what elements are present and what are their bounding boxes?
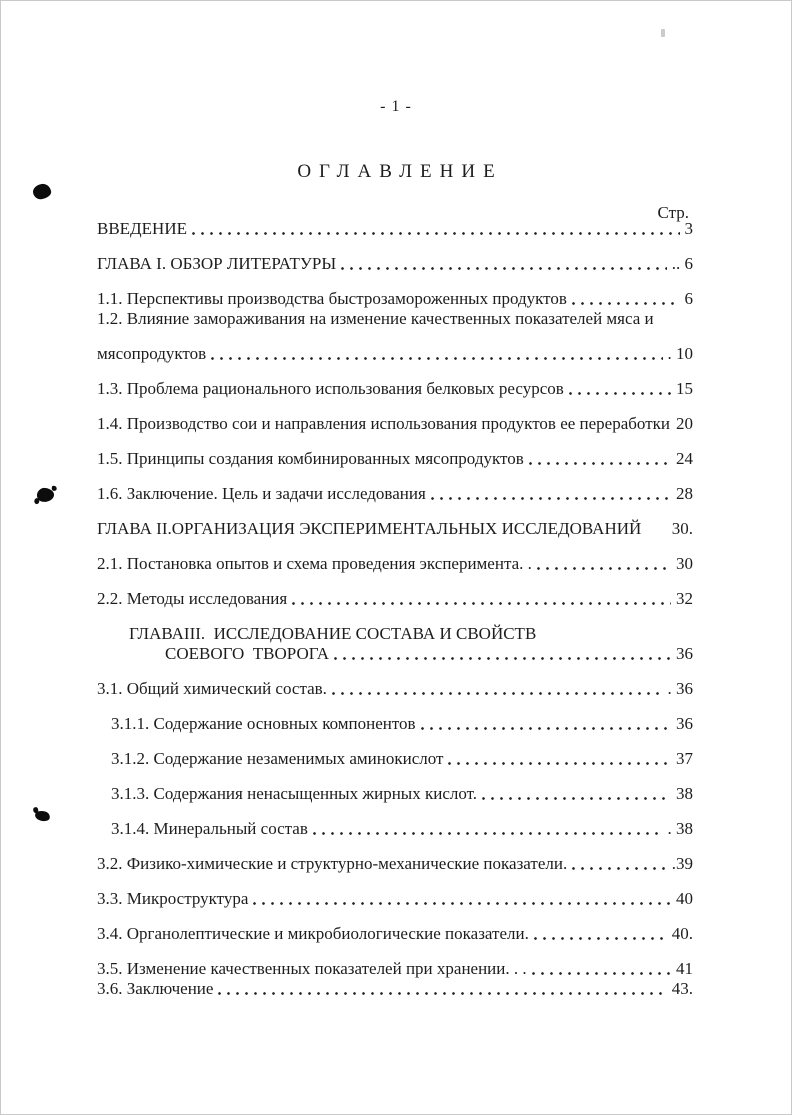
dot-leader — [532, 555, 676, 573]
ink-blot-artifact — [34, 809, 51, 822]
toc-entry-page: 36 — [676, 644, 693, 663]
toc-entry-page: 36 — [676, 714, 693, 733]
toc-entry-page: . 10 — [667, 344, 693, 363]
toc-entry-text: 3.2. Физико-химические и структурно-механические показатели. — [97, 854, 568, 873]
toc-entry-text: 3.3. Микроструктура — [97, 889, 249, 908]
toc-entry — [97, 555, 693, 573]
toc-entry-text: ГЛАВА II.ОРГАНИЗАЦИЯ ЭКСПЕРИМЕНТАЛЬНЫХ ИССЛЕДОВАНИЙ — [97, 519, 642, 538]
dot-leader — [529, 925, 672, 943]
dot-leader — [213, 980, 671, 998]
scan-speck-artifact — [661, 29, 665, 37]
toc-entry-page: 3 — [684, 219, 693, 238]
toc-entry — [97, 220, 693, 238]
toc-entry — [97, 625, 693, 643]
toc-entry-page: 38 — [676, 784, 693, 803]
toc-entry-page: 43. — [671, 979, 693, 998]
toc-entry-text: 3.1. Общий химический состав. — [97, 679, 327, 698]
toc-entry-text: 3.4. Органолептические и микробиологические показатели. — [97, 924, 529, 943]
toc-entry-text: ГЛАВА I. ОБЗОР ЛИТЕРАТУРЫ — [97, 254, 337, 273]
toc-entry-page: 40 — [676, 889, 693, 908]
toc-entry-text: ВВЕДЕНИЕ — [97, 219, 187, 238]
toc-entry-page: 28 — [676, 484, 693, 503]
toc-entry — [97, 645, 693, 663]
page-number: - 1 - — [380, 98, 412, 115]
page-title: ОГЛАВЛЕНИЕ — [297, 161, 503, 182]
toc-entry — [97, 680, 693, 698]
toc-entry-page: 41 — [676, 959, 693, 978]
ink-blot-artifact — [32, 183, 52, 201]
toc-entry-text: 3.5. Изменение качественных показателей при хранении. . . — [97, 959, 527, 978]
toc-entry-text: 1.1. Перспективы производства быстрозамороженных продуктов — [97, 289, 567, 308]
toc-entry-page: 24 — [676, 449, 693, 468]
toc-entry-text: СОЕВОГО ТВОРОГА — [165, 644, 329, 663]
toc-entry-text: 1.6. Заключение. Цель и задачи исследования — [97, 484, 426, 503]
toc-entry-text: мясопродуктов — [97, 344, 207, 363]
toc-entry-text: 3.1.3. Содержания ненасыщенных жирных кислот. — [111, 784, 478, 803]
toc-entry-text: 1.4. Производство сои и направления использования продуктов ее переработки — [97, 414, 670, 433]
toc-entry-page: .. 6 — [671, 254, 693, 273]
toc-entry-page: . 38 — [667, 819, 693, 838]
spacer — [641, 520, 671, 538]
toc-entry — [97, 520, 693, 538]
toc-entry — [97, 715, 693, 733]
toc-entry — [97, 855, 693, 873]
toc-entry-page: 30. — [671, 519, 693, 538]
dot-leader — [187, 220, 685, 238]
page-column-header: Стр. — [657, 203, 689, 222]
toc-entry — [97, 890, 693, 908]
dot-leader — [248, 890, 676, 908]
toc-entry — [97, 290, 693, 308]
toc-entry — [97, 820, 693, 838]
toc-entry-page: 32 — [676, 589, 693, 608]
toc-entry-page: 20 — [676, 414, 693, 433]
toc-entry — [97, 925, 693, 943]
dot-leader — [477, 785, 676, 803]
toc-entry-page: 37 — [676, 749, 693, 768]
dot-leader — [527, 960, 676, 978]
toc-entry-page: .39 — [671, 854, 693, 873]
dot-leader — [336, 255, 672, 273]
toc-entry-text: 1.3. Проблема рационального использования белковых ресурсов — [97, 379, 564, 398]
ink-blot-artifact — [36, 487, 54, 503]
toc-entry — [97, 310, 693, 328]
dot-leader — [564, 380, 676, 398]
toc-entry-text: ГЛАВАIII. ИССЛЕДОВАНИЕ СОСТАВА И СВОЙСТВ — [129, 624, 537, 643]
dot-leader — [327, 680, 668, 698]
toc-entry — [97, 750, 693, 768]
toc-entry-text: 1.2. Влияние замораживания на изменение качественных показателей мяса и — [97, 309, 654, 328]
dot-leader — [567, 855, 672, 873]
dot-leader — [308, 820, 668, 838]
table-of-contents — [97, 220, 693, 998]
toc-entry-page: 40. — [671, 924, 693, 943]
toc-entry-page: 6 — [684, 289, 693, 308]
toc-entry — [97, 415, 693, 433]
toc-entry-text: 3.1.2. Содержание незаменимых аминокислот — [111, 749, 444, 768]
toc-entry — [97, 255, 693, 273]
toc-entry — [97, 590, 693, 608]
dot-leader — [567, 290, 685, 308]
toc-entry-text: 2.1. Постановка опытов и схема проведения эксперимента. . — [97, 554, 532, 573]
toc-entry-text: 3.6. Заключение — [97, 979, 214, 998]
toc-entry-page: 15 — [676, 379, 693, 398]
toc-entry-text: 2.2. Методы исследования — [97, 589, 288, 608]
toc-entry-page: . 36 — [667, 679, 693, 698]
dot-leader — [287, 590, 676, 608]
toc-entry — [97, 380, 693, 398]
toc-entry — [97, 960, 693, 978]
toc-entry-text: 3.1.1. Содержание основных компонентов — [111, 714, 416, 733]
dot-leader — [443, 750, 676, 768]
toc-entry-page: 30 — [676, 554, 693, 573]
toc-entry — [97, 450, 693, 468]
dot-leader — [524, 450, 676, 468]
dot-leader — [416, 715, 676, 733]
dot-leader — [329, 645, 676, 663]
toc-entry — [97, 785, 693, 803]
dot-leader — [206, 345, 667, 363]
toc-entry — [97, 485, 693, 503]
toc-entry-text: 1.5. Принципы создания комбинированных мясопродуктов — [97, 449, 524, 468]
toc-entry — [97, 980, 693, 998]
toc-entry-text: 3.1.4. Минеральный состав — [111, 819, 308, 838]
dot-leader — [426, 485, 676, 503]
spacer — [670, 415, 676, 433]
toc-entry — [97, 345, 693, 363]
